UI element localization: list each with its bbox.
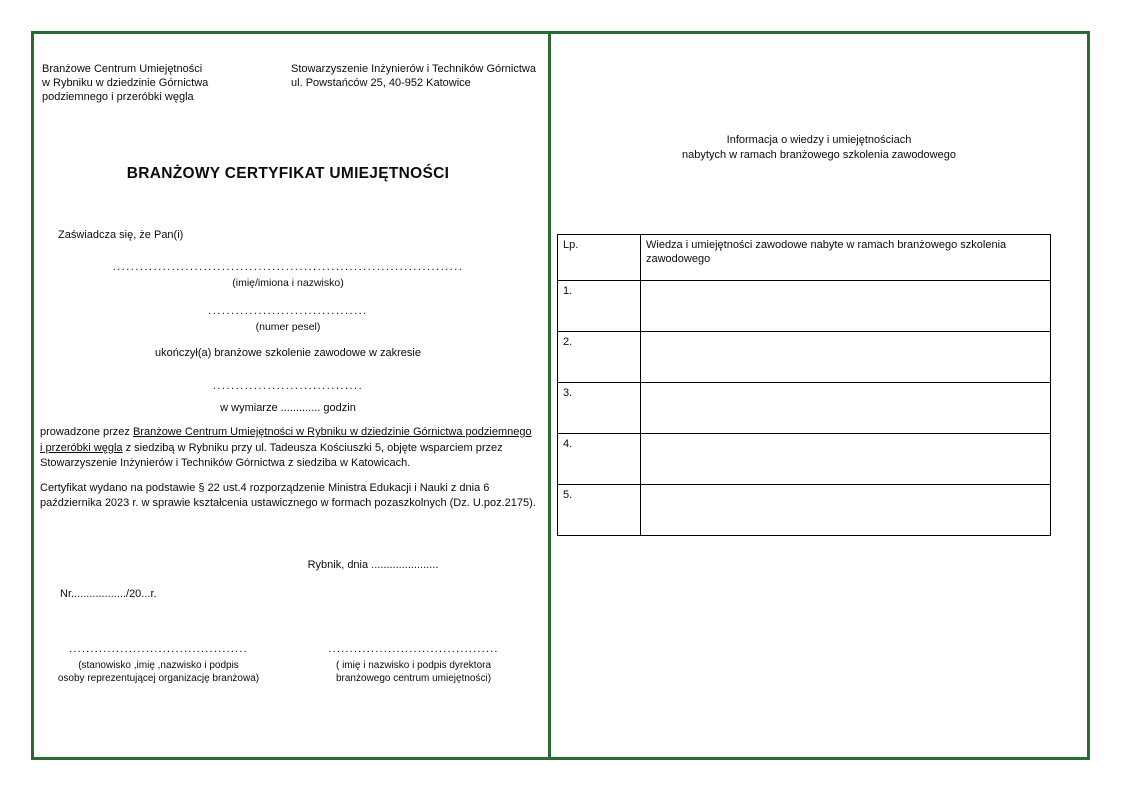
- legal-basis-paragraph: Certyfikat wydano na podstawie § 22 ust.4 rozporządzenie Ministra Edukacji i Nauki z dnia 6 października 2023 r. w sprawie kształcenia ustawicznego w formach pozaszkolnych (Dz. U.poz.2175).: [40, 481, 536, 509]
- conducted-paragraph: [40, 425, 536, 472]
- row-content-cell: [641, 434, 1051, 485]
- row-content-cell: [641, 383, 1051, 434]
- row-number-cell: 5.: [558, 485, 641, 536]
- signature-left-line: ..........................................: [69, 642, 248, 655]
- city-date-line: Rybnik, dnia ......................: [307, 558, 439, 571]
- row-content-cell: [641, 332, 1051, 383]
- association-line-2: ul. Powstańców 25, 40-952 Katowice: [291, 77, 471, 89]
- signature-right-line: ........................................: [328, 642, 499, 655]
- skills-table: [557, 234, 1051, 536]
- signature-right-caption-1: ( imię i nazwisko i podpis dyrektora: [335, 659, 492, 671]
- skills-table-header-lp: Lp.: [558, 235, 641, 281]
- completed-line: ukończył(a) branżowe szkolenie zawodowe w zakresie: [155, 347, 421, 359]
- table-row: [558, 383, 1051, 434]
- row-content-cell: [641, 485, 1051, 536]
- letterhead: [40, 62, 536, 104]
- signature-left-caption-1: (stanowisko ,imię ,nazwisko i podpis: [78, 659, 239, 671]
- signature-right-block: [291, 643, 536, 685]
- certificate-title: BRANŻOWY CERTYFIKAT UMIEJĘTNOŚCI: [126, 165, 450, 182]
- row-number-cell: 4.: [558, 434, 641, 485]
- table-row: [558, 281, 1051, 332]
- name-caption: (imię/imiona i nazwisko): [232, 277, 344, 289]
- signature-row: [36, 643, 536, 685]
- row-number-cell: 2.: [558, 332, 641, 383]
- certificate-sheet: [31, 31, 1090, 760]
- certificate-page: [34, 34, 548, 757]
- info-header-line-2: nabytych w ramach branżowego szkolenia zawodowego: [682, 149, 956, 161]
- info-header: [551, 133, 1087, 163]
- pesel-blank-line: ...................................: [208, 305, 368, 317]
- issuer-address: [42, 62, 208, 104]
- table-row: [558, 332, 1051, 383]
- scope-blank-line: .................................: [212, 380, 364, 392]
- signature-right-caption-2: branżowego centrum umiejętności): [335, 672, 492, 684]
- association-address: [291, 62, 536, 90]
- conducted-suffix: z siedzibą w Rybniku przy ul. Tadeusza Kościuszki 5, objęte wsparciem przez Stowarzyszenie Inżynierów i Techników Górnictwa z siedziba w Katowicach.: [40, 441, 503, 469]
- issuer-line-1: Branżowe Centrum Umiejętności: [42, 63, 203, 75]
- signature-left-block: [36, 643, 281, 685]
- pesel-caption: (numer pesel): [255, 321, 321, 333]
- table-row: [558, 485, 1051, 536]
- signature-left-caption-2: osoby reprezentującej organizację branżowa): [57, 672, 260, 684]
- association-line-1: Stowarzyszenie Inżynierów i Techników Górnictwa: [291, 63, 536, 75]
- info-page: [551, 34, 1087, 757]
- info-header-line-1: Informacja o wiedzy i umiejętnościach: [726, 134, 912, 146]
- skills-table-header-row: [558, 235, 1051, 281]
- conducted-prefix: prowadzone przez: [40, 426, 133, 438]
- certificate-number-line: Nr................../20...r.: [60, 587, 157, 600]
- row-content-cell: [641, 281, 1051, 332]
- issuer-line-3: podziemnego i przeróbki węgla: [42, 91, 194, 103]
- name-blank-line: .............................................................................: [112, 261, 464, 273]
- issuer-line-2: w Rybniku w dziedzinie Górnictwa: [42, 77, 209, 89]
- certifies-line: Zaświadcza się, że Pan(i): [58, 229, 184, 241]
- skills-table-header-desc: Wiedza i umiejętności zawodowe nabyte w ramach branżowego szkolenia zawodowego: [641, 235, 1051, 281]
- row-number-cell: 1.: [558, 281, 641, 332]
- hours-line: w wymiarze ............. godzin: [220, 402, 356, 414]
- conducted-underlined-name: Branżowe Centrum Umiejętności w Rybniku w dziedzinie Górnictwa podziemnego i przeróbki węgla: [40, 426, 532, 454]
- table-row: [558, 434, 1051, 485]
- row-number-cell: 3.: [558, 383, 641, 434]
